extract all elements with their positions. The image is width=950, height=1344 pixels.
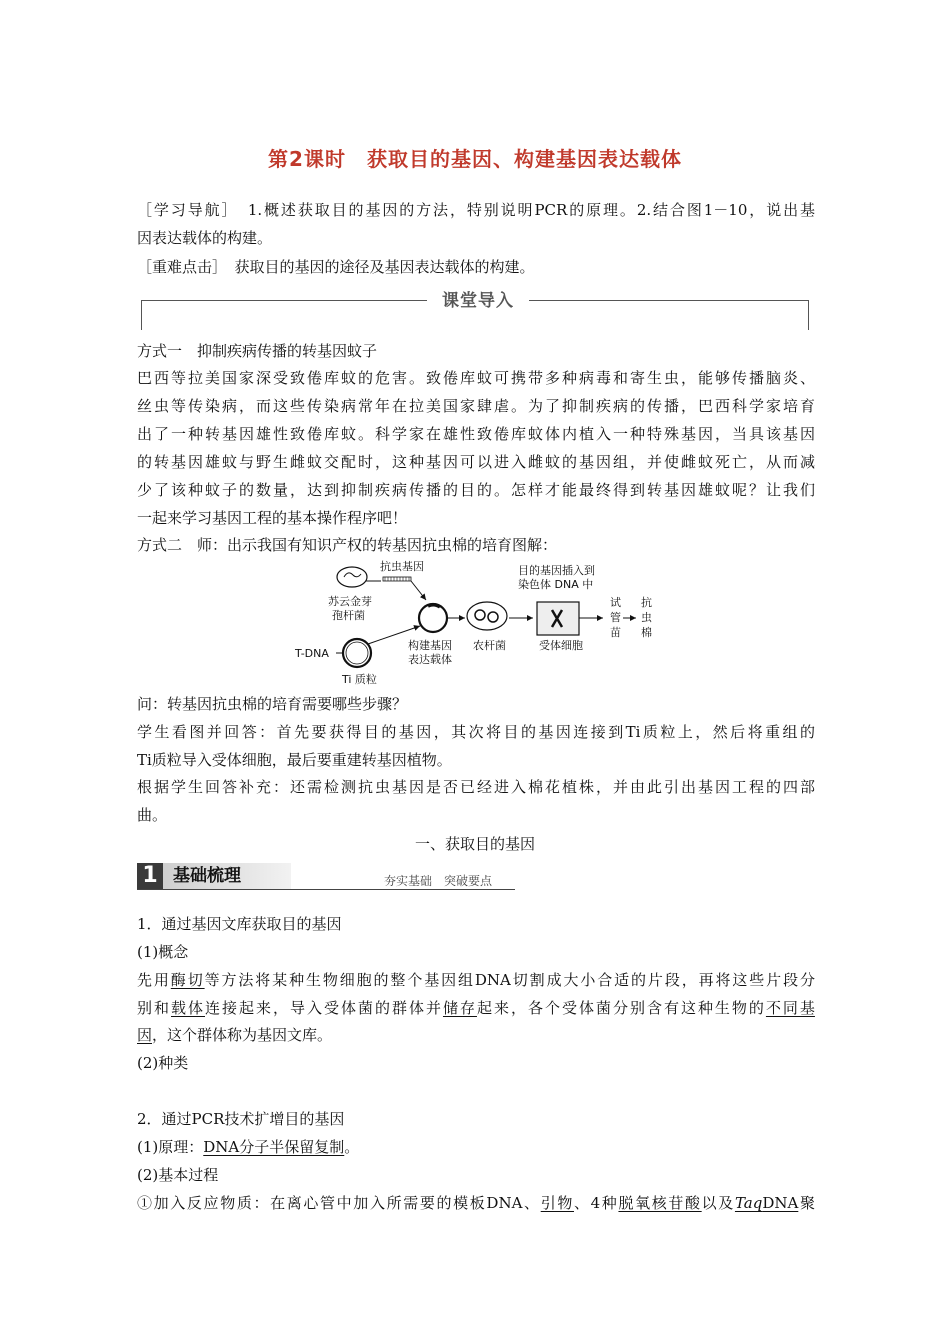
answer-line: Ti质粒导入受体细胞，最后要重建转基因植物。	[137, 751, 452, 769]
diagram-label-cotton: 虫	[641, 611, 652, 624]
blank-answer: 不同基	[765, 999, 815, 1017]
diagram-label-insert: 染色体 DNA 中	[518, 578, 594, 591]
diagram-label-agrobacterium: 农杆菌	[473, 639, 506, 652]
intro-paragraph-line: 少了该种蚊子的数量，达到抑制疾病传播的目的。怎样才能最终得到转基因雄蚊呢？让我们	[137, 481, 815, 499]
diagram-label-test-tube: 管	[610, 611, 621, 624]
item-heading: 1．通过基因文库获取目的基因	[137, 915, 342, 933]
diagram-label-tdna: T-DNA	[295, 647, 329, 660]
diagram-label-cotton: 抗	[641, 596, 652, 609]
bacillus-cell-icon	[337, 567, 367, 587]
nav-line-1: ［学习导航］ 1.概述获取目的基因的方法，特别说明PCR的原理。2.结合图1－10，说出基	[137, 201, 815, 219]
question-line: 问：转基因抗虫棉的培育需要哪些步骤？	[137, 695, 408, 713]
intro-paragraph-line: 一起来学习基因工程的基本操作程序吧！	[137, 509, 408, 527]
diagram-label-build: 表达载体	[408, 653, 452, 666]
blank-answer: 引物	[540, 1194, 574, 1212]
intro-paragraph-line: 出了一种转基因雄性致倦库蚊。科学家在雄性致倦库蚊体内植入一种特殊基因，当具该基因	[137, 425, 815, 443]
section-title: 基础梳理	[173, 866, 241, 886]
concept-line: 先用酶切等方法将某种生物细胞的整个基因组DNA切割成大小合适的片段，再将这些片段分	[137, 971, 815, 989]
diagram-label-test-tube: 试	[610, 596, 621, 609]
intro-paragraph-line: 的转基因雄蚊与野生雌蚊交配时，这种基因可以进入雌蚊的基因组，并使雌蚊死亡，从而减	[137, 453, 815, 471]
item-heading: 2．通过PCR技术扩增目的基因	[137, 1110, 345, 1128]
insect-resistant-cotton-diagram	[290, 558, 670, 688]
intro-paragraph-line: 丝虫等传染病，而这些传染病常年在拉美国家肆虐。为了抑制疾病的传播，巴西科学家培育	[137, 397, 815, 415]
section-subtitle: 夯实基础 突破要点	[384, 874, 493, 888]
key-points-line: ［重难点击］ 获取目的基因的途径及基因表达载体的构建。	[137, 258, 535, 276]
section-heading: 一、获取目的基因	[414, 835, 535, 853]
concept-line: 因，这个群体称为基因文库。	[137, 1026, 333, 1044]
diagram-label-gene: 抗虫基因	[380, 560, 424, 573]
method-one-heading: 方式一 抑制疾病传播的转基因蚊子	[137, 342, 378, 360]
nav-line-2: 因表达载体的构建。	[137, 229, 273, 247]
diagram-label-recipient: 受体细胞	[539, 639, 583, 652]
concept-line: 别和载体连接起来，导入受体菌的群体并储存起来，各个受体菌分别含有这种生物的不同基	[137, 999, 815, 1017]
diagram-label-cotton: 棉	[641, 626, 652, 639]
method-two-heading: 方式二 师：出示我国有知识产权的转基因抗虫棉的培育图解：	[137, 536, 558, 554]
subitem-heading: (2)种类	[137, 1054, 189, 1072]
recipient-cell-icon	[537, 602, 579, 635]
ti-plasmid-icon	[343, 639, 371, 667]
intro-paragraph-line: 巴西等拉美国家深受致倦库蚊的危害。致倦库蚊可携带多种病毒和寄生虫，能够传播脑炎、	[137, 369, 815, 387]
subitem-heading: (2)基本过程	[137, 1166, 219, 1184]
blank-answer: 因	[137, 1026, 153, 1044]
supplement-line: 根据学生回答补充：还需检测抗虫基因是否已经进入棉花植株，并由此引出基因工程的四部	[137, 778, 815, 796]
blank-answer: 酶切	[170, 971, 205, 989]
basic-review-header	[137, 863, 517, 893]
diagram-label-build: 构建基因	[408, 639, 452, 652]
diagram-label-test-tube: 苗	[610, 626, 621, 639]
classroom-intro-banner	[137, 286, 812, 332]
blank-answer: 脱氧核苷酸	[618, 1194, 702, 1212]
agrobacterium-icon	[467, 602, 507, 630]
page-title: 第2课时 获取目的基因、构建基因表达载体	[268, 147, 682, 171]
blank-answer: DNA分子半保留复制	[203, 1138, 345, 1156]
diagram-label-bacillus: 孢杆菌	[332, 609, 365, 622]
supplement-line: 曲。	[137, 806, 168, 824]
section-number-badge: 1	[137, 863, 163, 889]
answer-line: 学生看图并回答：首先要获得目的基因，其次将目的基因连接到Ti质粒上，然后将重组的	[137, 723, 815, 741]
diagram-label-insert: 目的基因插入到	[518, 564, 595, 577]
blank-answer: TaqDNA	[734, 1194, 799, 1212]
diagram-label-bacillus: 苏云金芽	[328, 595, 372, 608]
recombinant-plasmid-icon	[419, 604, 447, 632]
diagram-label-ti-plasmid: Ti 质粒	[342, 673, 377, 686]
blank-answer: 储存	[442, 999, 477, 1017]
principle-line: (1)原理：DNA分子半保留复制。	[137, 1138, 360, 1156]
banner-title: 课堂导入	[442, 291, 514, 311]
subitem-heading: (1)概念	[137, 943, 189, 961]
gene-fragment-icon	[383, 577, 411, 581]
step-line: ①加入反应物质：在离心管中加入所需要的模板DNA、引物、4种脱氧核苷酸以及TaqDNA聚	[137, 1194, 815, 1212]
blank-answer: 载体	[171, 999, 205, 1017]
